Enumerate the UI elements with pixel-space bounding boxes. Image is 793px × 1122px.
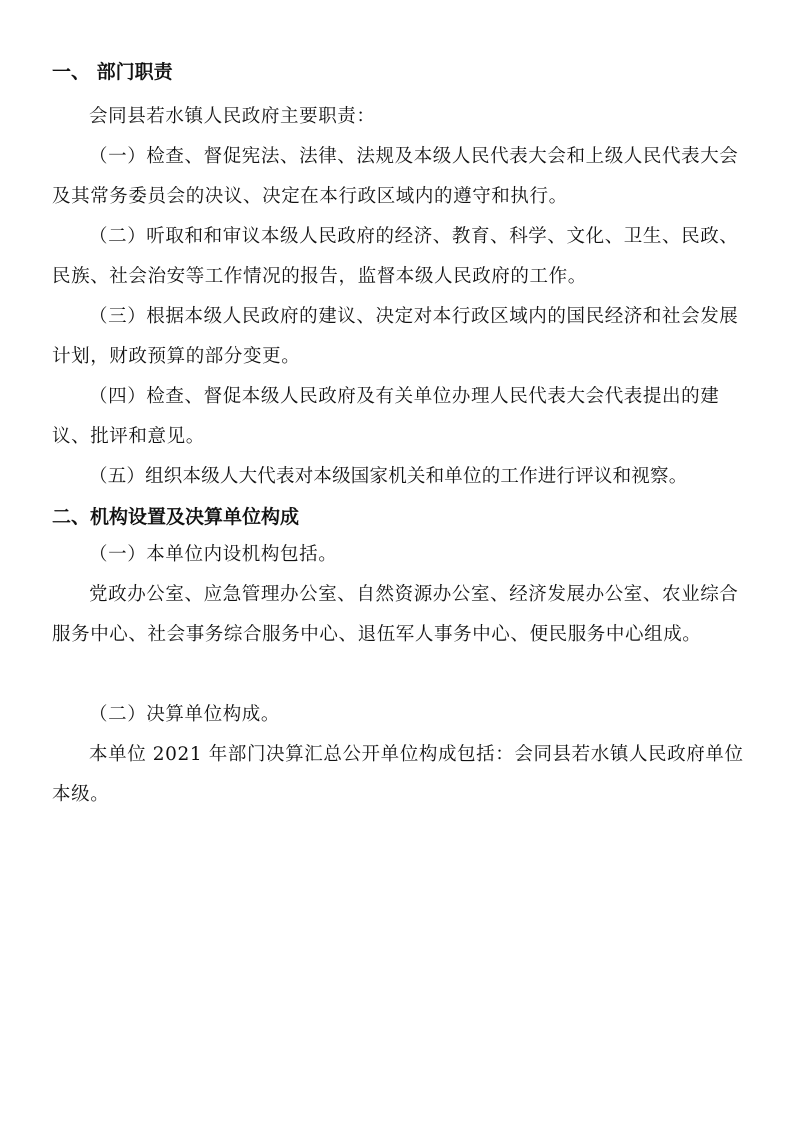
internal-structure-title: （一）本单位内设机构包括。 [89,544,338,565]
internal-structure-body: 党政办公室、应急管理办公室、自然资源办公室、经济发展办公室、农业综合服务中心、社会事务综合服务中心、退伍军人事务中心、便民服务中心组成。 [52,584,739,645]
section-heading-responsibilities: 一、 部门职责 [52,61,173,83]
accounting-unit-body: 本单位 2021 年部门决算汇总公开单位构成包括：会同县若水镇人民政府单位本级。 [52,744,744,805]
accounting-unit-title: （二）决算单位构成。 [89,704,281,725]
responsibility-item-2: （二）听取和和审议本级人民政府的经济、教育、科学、文化、卫生、民政、民族、社会治安等工作情况的报告，监督本级人民政府的工作。 [52,226,739,287]
responsibility-item-3: （三）根据本级人民政府的建议、决定对本行政区域内的国民经济和社会发展计划，财政预算的部分变更。 [52,306,739,367]
responsibility-item-4: （四）检查、督促本级人民政府及有关单位办理人民代表大会代表提出的建议、批评和意见。 [52,386,720,447]
responsibility-item-1: （一）检查、督促宪法、法律、法规及本级人民代表大会和上级人民代表大会及其常务委员会的决议、决定在本行政区域内的遵守和执行。 [52,146,739,207]
responsibilities-intro: 会同县若水镇人民政府主要职责： [89,106,376,127]
responsibility-item-5: （五）组织本级人大代表对本级国家机关和单位的工作进行评议和视察。 [89,466,688,487]
section-heading-structure: 二、机构设置及决算单位构成 [52,506,300,528]
